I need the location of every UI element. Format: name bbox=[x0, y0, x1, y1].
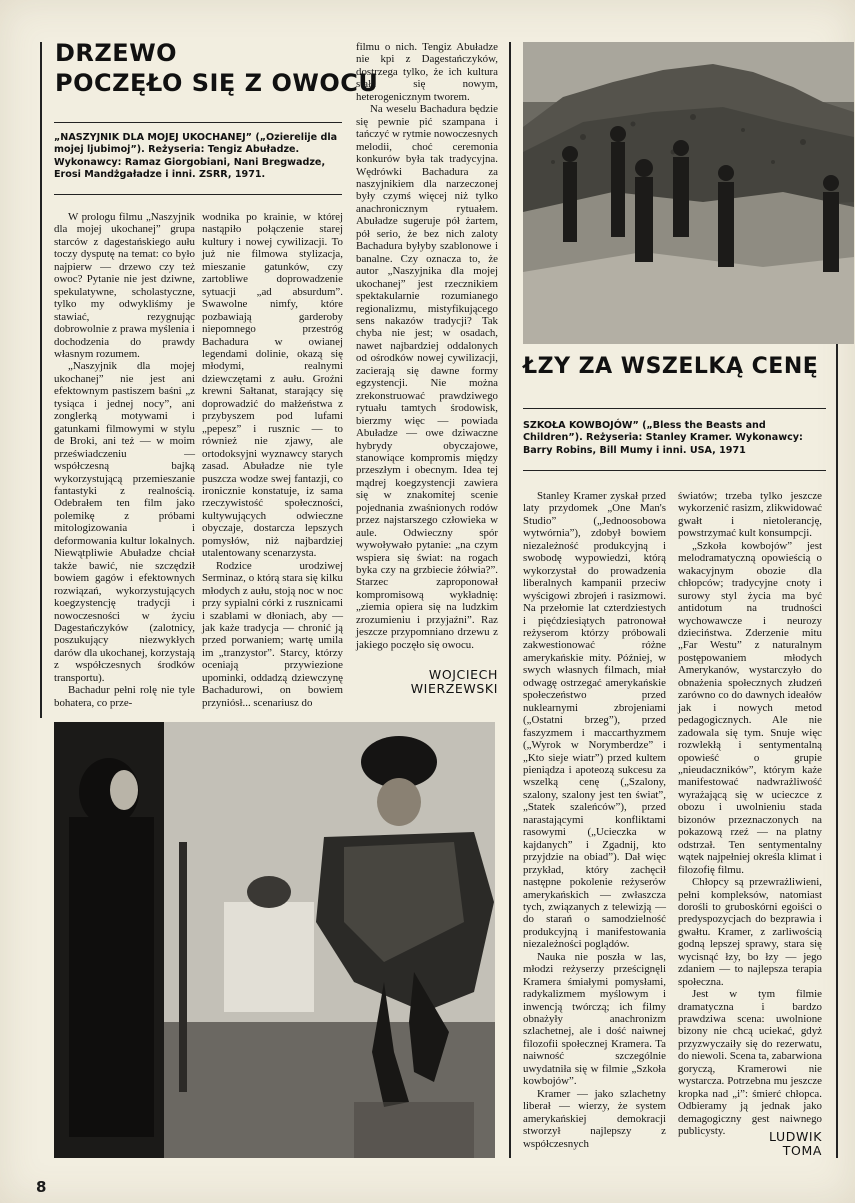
article1-rule-top bbox=[54, 122, 342, 123]
article1-credits: „NASZYJNIK DLA MOJEJ UKOCHANEJ” („Ozierelije dla mojej ljubimoj”). Reżyseria: Tengiz Abuładze. Wykonawcy: Ramaz Giorgobiani, Nani Bregwadze, Erosi Mandżgaładze i inni. ZSRR, 1971. bbox=[54, 132, 338, 181]
article1-title bbox=[55, 38, 378, 98]
article1-col1-para: „Naszyjnik dla mojej ukochanej” nie jest ani efektownym pastiszem baśni „z tysiąca i jednej nocy”, ani zonglerką motywami i gatunkami filmowymi w stylu de Broki, ani też — w moim przeświadczeniu — współczesną bajką wykorzystującą przemieszanie fantastyki z realnością. Odebrałem ten film jako polemikę z próbami mitologizowania i deformowania kultur lokalnych. Niewątpliwie Abuładze chciał także bawić, nie szczędził bowiem gagów i efektownych rozwiązań, wykorzystujących koegzystencję tradycji i nowoczesności w życiu Dagestańczyków (zalotnicy, poszukujący niezwykłych darów dla ukochanej, korzystają z współczesnych środków transportu). bbox=[54, 360, 195, 684]
article1-column-1 bbox=[54, 211, 195, 708]
article1-signature-line2: WIERZEWSKI bbox=[410, 681, 498, 696]
article2-signature-line1: LUDWIK bbox=[769, 1129, 822, 1144]
article2-column-1 bbox=[523, 490, 666, 1158]
article1-col2-para: wodnika po krainie, w której nastąpiło połączenie starej kultury i nowej cywilizacji. To już nie filmowa stylizacja, mieszanie gatunków, czy zartobliwe doprowadzenie sytuacji „ad absurdum”. Swawolne nimfy, które pozbawiają garderoby niepomnego przestróg Bachadura w owianej legendami dolinie, okazą się młodymi, realnymi dziewczętami z aułu. Groźni krewni Sałtanat, starający się doprowadzić do małżeństwa z przybyszem pod lufami „pepesz” i rusznic — to również nie zjawy, ale ortodoksyjni wyznawcy starych zasad. Abuładze nie tyle puszcza wodze swej fantazji, co ironicznie konstatuje, iz sama rzeczywistość społeczności, kultywujących odwieczne obyczaje, dostarcza lepszych pomysłów, niż najbardziej utalentowany scenarzysta. bbox=[202, 211, 343, 560]
article1-col2-para: Rodzice urodziwej Serminaz, o którą stara się kilku młodych z aułu, stoją noc w noc przy sypialni córki z rusznicami i szablami w dłoniach, aby — jak każe tradycja — chronić ją przed porwaniem; wartę umila im „tranzystor”. Starcy, którzy oceniają przywiezione upominki, oddadzą dziewczynę Bachadurowi, on bowiem przyniósł... scenariusz do bbox=[202, 559, 343, 709]
article1-rule-bottom bbox=[54, 194, 342, 195]
article1-signature bbox=[356, 668, 498, 696]
article1-title-line1: DRZEWO bbox=[55, 39, 178, 67]
article1-col1-para: W prologu filmu „Naszyjnik dla mojej ukochanej” grupa starców z dagestańskiego aułu toczy dysputę na temat: co było najpierw — drzewo czy też owoc? Pytanie nie jest dziwne, spekulatywne, scholastyczne, tylko my odwykliśmy je stawiać, rezygnując dobrowolnie z prawa myślenia i dochodzenia do prawdy własnym rozumem. bbox=[54, 211, 195, 360]
article2-col1-para: Nauka nie poszła w las, młodzi reżyserzy prześcignęli Kramera śmiałymi pomysłami, radykalizmem myślowym i inwencją twórczą; ich filmy obnażyły anachronizm szlachetnej, ale i dość naiwnej filozofii społecznej Kramera. Ta naiwność szczególnie uwydatniła się w filmie „Szkoła kowbojów”. bbox=[523, 950, 666, 1088]
column-rule-left bbox=[40, 42, 42, 718]
article2-col2-para: „Szkoła kowbojów” jest melodramatyczną opowieścią o wakacyjnym obozie dla chłopców; tradycyjne cnoty i surowy styl życia ma być antidotum na trudności wychowawcze i neurozy dzieciństwa. Zderzenie mitu „Far Westu” z naturalnym postępowaniem młodych Amerykanów, wystarczyło do obnażenia społecznych złudzeń zarówno co do dawnych ideałów jak i nowych metod pedagogicznych. Ale nie zadowala się tym. Snuje więc rozwlekłą i sentymentalną opowieść o grupie „nieudaczników”, którym każe manifestować nadwrażliwość wyrażającą się w ucieczce z obozu i uwolnieniu stada bizonów przeznaczonych na pokazową rzeź — na platny odstrzał. Ten sentymentalny wątek najpełniej określa klimat i filozofię filmu. bbox=[678, 539, 822, 876]
article1-col3-para: filmu o nich. Tengiz Abuładze nie kpi z Dagestańczyków, dostrzega tylko, że ich kultura stała się nowym, heterogenicznym tworem. bbox=[356, 41, 498, 103]
article2-rule-top bbox=[523, 408, 826, 409]
photo-mountain-riders bbox=[523, 42, 854, 344]
article2-col1-para: Stanley Kramer zyskał przed laty przydomek „One Man's Studio” („Jednoosobowa wytwórnia”), zdobył bowiem niezależność produkcyjną i swobodę wypowiedzi, którą wykorzystał do prowadzenia liberalnych kampanii przeciw wyścigowi zbrojeń i rasizmowi. Na przełomie lat czterdziestych i pięćdziesiątych patronował reżyserom którzy próbowali zakwestionować różne amerykańskie mity. Później, w swych własnych filmach, miał odwagę ostrzegać amerykańskie społeczeństwo przed nuklearnymi zbrojeniami („Ostatni brzeg”), przed faszyzmem i maccarthyzmem („Wyrok w Norymberdze” i „Kto sieje wiatr”) przed kultem pieniądza i apoteozą sukcesu za wszelką cenę („Szalony, szalony, szalony jest ten świat”, „Statek szaleńców”), przed narastającymi konfliktami rasowymi („Ucieczka w kajdanych” i Zgadnij, kto przyjdzie na obiad”). Dał więc przykład, który zachęcił następne pokolenie reżyserów amerykańskich — zwłaszcza tych, związanych z telewizją — do starań o samodzielność produkcyjną i manifestowania niezależności poglądów. bbox=[523, 490, 666, 951]
article1-column-3 bbox=[356, 41, 498, 665]
article2-credits: SZKOŁA KOWBOJÓW” („Bless the Beasts and Children”). Reżyseria: Stanley Kramer. Wykonawcy: Barry Robins, Bill Mumy i inni. USA, 1971 bbox=[523, 420, 803, 456]
article2-title: ŁZY ZA WSZELKĄ CENĘ bbox=[523, 354, 819, 379]
article2-rule-bottom bbox=[523, 470, 826, 471]
article1-signature-line1: WOJCIECH bbox=[428, 667, 498, 682]
article1-col3-para: Na weselu Bachadura będzie się pewnie pić szampana i tańczyć w rytmie nowoczesnych melodii, choć ceremonia konkurów była tak tradycyjna. Wędrówki Bachadura za naszyjnikiem dla narzeczonej były czymś więcej niż tylko anachronicznym rytuałem. Abuładze sugeruje pół żartem, pół serio, że bez nich zaloty Bachadura byłyby szablonowe i banalne. Czy oznacza to, że autor „Naszyjnika dla mojej ukochanej” jest rzecznikiem spektakularnie rozumianego regionalizmu, mistyfikującego sens nakazów tradycji? Tak chyba nie jest; w osadach, nawet najbardziej oddalonych od ośrodków nowej cywilizacji, zacierają się dawne formy egzystencji. Nie można zrekonstruować prawdziwego rytuału tamtych środowisk, bierzmy więc — powiada Abuładze — owe dziwaczne hybrydy obyczajowe, stanowiące kompromis między przeszłym i obecnym. Idea tej mądrej koegzystencji zawiera się w znakomitej scenie pojednania zwaśnionych rodów przez najstarszego człowieka w aule. Odwieczny spór wywoływało pytanie: „na czym wspiera się świat: na rogach byka czy na grzbiecie żółwia?”. Starzec zaproponował kompromisową wykładnię: „ziemia opiera się na ludzkim zrozumieniu i przyjaźni”. Raz jeszcze przypomniano drzewu z jakiego poczęło się owocu. bbox=[356, 103, 498, 651]
article1-column-2 bbox=[202, 211, 343, 709]
article2-col1-para: Kramer — jako szlachetny liberał — wierzy, że system amerykańskiej demokracji stworzył najlepszy z współczesnych bbox=[523, 1087, 666, 1150]
article2-signature bbox=[678, 1130, 822, 1158]
article1-title-line2: POCZĘŁO SIĘ Z OWOCU bbox=[55, 69, 379, 97]
article2-signature-line2: TOMA bbox=[782, 1143, 822, 1158]
page-number: 8 bbox=[36, 1178, 47, 1196]
article2-col2-para: Chłopcy są przewrażliwieni, pełni kompleksów, natomiast dorośli to gruboskórni egoiści o predyspozycjach do bezprawia i gwałtu. Kramer, z zarliwością godną lepszej sprawy, stara się wycisnąć łzy, bo łzy — jego zdaniem — to najlepsza terapia społeczna. bbox=[678, 876, 822, 988]
photo-mountain-riders-image bbox=[523, 42, 854, 344]
photo-film-still bbox=[54, 722, 495, 1158]
article2-col2-para: Jest w tym filmie dramatyczna i bardzo prawdziwa scena: uwolnione bizony nie chcą uciekać, gdyż przyzwyczaiły się do rezerwatu, do niewoli. Scena ta, zabarwiona goryczą, Kramerowi nie wystarcza. Potrzebna mu jeszcze kropka nad „i”: śmierć chłopca. Odbieramy ją jednak jako demagogiczny gest naiwnego publicysty. bbox=[678, 988, 822, 1138]
article1-col1-para: Bachadur pełni rolę nie tyle bohatera, co prze- bbox=[54, 684, 195, 709]
column-rule-center bbox=[509, 42, 511, 1158]
article2-col2-para: światów; trzeba tylko jeszcze wykorzenić rasizm, zlikwidować gwałt i nietolerancję, powstrzymać kult konsumpcji. bbox=[678, 490, 822, 540]
photo-film-still-image bbox=[54, 722, 495, 1158]
